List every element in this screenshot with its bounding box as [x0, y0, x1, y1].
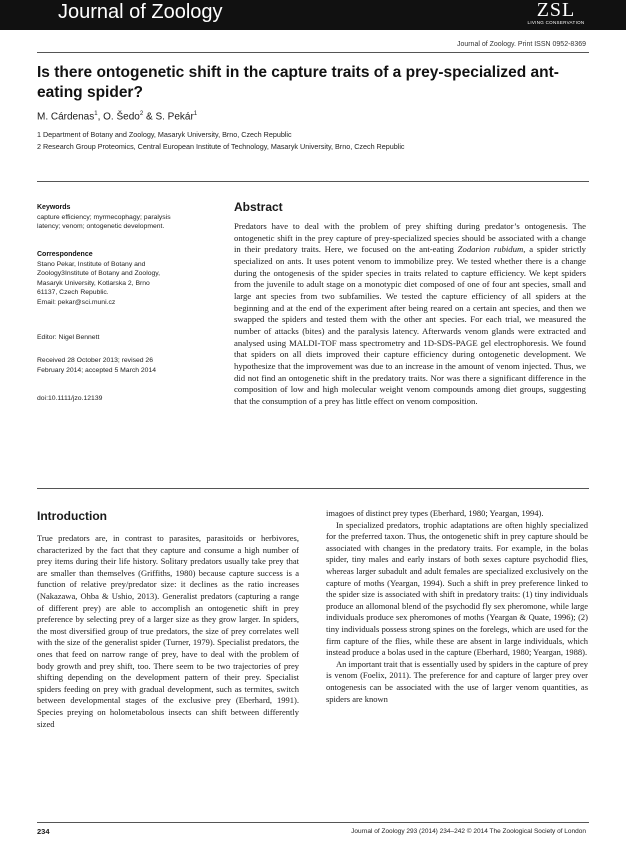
keywords-line: capture efficiency; myrmecophagy; paralysis — [37, 213, 171, 221]
section-rule — [37, 181, 589, 182]
correspondence-line: Stano Pekar, Institute of Botany and — [37, 260, 146, 268]
section-rule — [37, 488, 589, 489]
footer-citation: Journal of Zoology 293 (2014) 234–242 © 2014 The Zoological Society of London — [351, 828, 586, 835]
article-title: Is there ontogenetic shift in the capture traits of a prey-specialized ant-eating spider? — [37, 64, 559, 101]
editor-line: Editor: Nigel Bennett — [37, 334, 100, 341]
author-affil-mark: 1 — [193, 111, 198, 117]
received-line: Received 28 October 2013; revised 26 — [37, 357, 153, 364]
intro-right-column — [326, 508, 588, 705]
footer-rule — [37, 822, 589, 823]
keywords-line: latency; venom; ontogenetic development. — [37, 223, 165, 231]
zsl-logo-subtext: LIVING CONSERVATION — [527, 20, 585, 25]
author-separator: , — [97, 111, 104, 123]
zsl-logo — [526, 0, 586, 30]
intro-left-column — [37, 533, 299, 730]
species-name: Zodarion rubidum — [457, 244, 524, 255]
correspondence-line: Masaryk University, Kotlarska 2, Brno — [37, 279, 150, 287]
introduction-heading: Introduction — [37, 509, 107, 523]
keywords-heading: Keywords — [37, 204, 71, 211]
affiliation-2: 2 Research Group Proteomics, Central European Institute of Technology, Masaryk University, Brno, Czech Republic — [37, 142, 405, 151]
correspondence-heading: Correspondence — [37, 251, 93, 258]
abstract-text-part: Predators have to deal with the problem of prey shifting during predator’s ontogenesis. The ontogenetic shift in the prey capture of prey-specialized species should be associated with a change in their predatory traits. Here, we focused on the ant-eating — [234, 221, 586, 255]
abstract-heading: Abstract — [234, 200, 283, 214]
abstract-text — [234, 221, 586, 408]
author-list — [37, 111, 197, 122]
author-name: M. Cárdenas — [37, 111, 95, 123]
page-number: 234 — [37, 827, 50, 836]
zsl-logo-text: ZSL — [536, 0, 576, 21]
correspondence-line: 61137, Czech Republic. — [37, 289, 109, 297]
intro-paragraph: An important trait that is essentially used by spiders in the capture of prey is venom (Foelix, 2011). The preference for and capture of larger prey over ontogenesis can be associated with the use of larger venom quantities, as spiders are known — [326, 658, 588, 704]
correspondence-email: Email: pekar@sci.muni.cz — [37, 298, 116, 306]
journal-title: Journal of Zoology — [58, 1, 223, 23]
author-name: S. Pekár — [155, 111, 194, 123]
journal-banner — [0, 0, 626, 30]
intro-paragraph: imagoes of distinct prey types (Eberhard, 1980; Yeargan, 1994). — [326, 508, 544, 518]
issn-line: Journal of Zoology. Print ISSN 0952-8369 — [456, 41, 586, 48]
author-separator: & — [143, 111, 156, 123]
intro-paragraph: True predators are, in contrast to parasites, parasitoids or herbivores, characterized by the fact that they capture and consume a high number of prey items during their life history. Solitary predators usually take prey that are smaller than themselves (Griffiths, 1980) because capture success is a function of relative prey/predator size: it declines as the ratio increases (Nakazawa, Ohba & Ushio, 2013). Generalist predators (capturing a range of different prey) are able to accomplish an ontogenetic shift in prey preference by selecting prey of a larger size as they grow larger. In spiders, the most diversified group of true predators, the size of prey correlates well with the size of the generalist spider (Turner, 1979). Specialist predators, the ones that feed on narrow range of prey, have to deal with the problem of body growth and prey shift, too. There seem to be two trajectories of prey shifting depending on the development pattern of their prey. Specialist spiders feeding on prey with gradual development, such as termites, switch between developmental stages of the exclusive prey (Eberhard, 1991). Species preying on holometabolous insects can shift between differently sized — [37, 533, 299, 729]
received-line: February 2014; accepted 5 March 2014 — [37, 366, 157, 374]
header-rule — [37, 52, 589, 53]
author-name: O. Šedo — [103, 111, 140, 123]
correspondence-block — [37, 250, 197, 308]
doi-line: doi:10.1111/jzo.12139 — [37, 395, 103, 402]
author-affil-mark: 2 — [139, 111, 144, 117]
intro-paragraph: In specialized predators, trophic adaptations are often highly specialized for the preferred taxon. Thus, the ontogenetic shift in prey capture should be associated with changes in the predatory traits. For example, in the bolas spider, tiny males and early instars of both sexes capture psychodid flies, whereas larger subadult and adult females are specialized exclusively on the capture of moths (Yeargan, 1994). Such a shift in prey preference linked to the spider size is associated with shift in predatory traits: (1) tiny individuals produce an allomonal blend of the psychodid fly sex pheromone, while large individuals produce sex pheromones of moths (Yeargan & Quate, 1996); (2) tiny individuals possess strong spines on the forelegs, which are used for the firm capture of the flies, while these are absent in large individuals, which instead produce a bolas used in the capture (Eberhard, 1980; Yeargan, 1988). — [326, 519, 588, 658]
abstract-text-part: , a spider strictly specialized on ants. It uses potent venom to immobilize prey. We tested whether there is a change during the ontogenesis of the spider species in traits related to capture efficiency. We kept spiders from the juvenile to adult stage on a monotypic diet composed of one of four ant species, small and large ant species from two subfamilies. We tested the capture efficiency of all spiders at the beginning and at the end of the experiment after being reared on a certain ant species, and then we swapped the spiders and tested them with the other ant species. For each trial, we measured the number of attacks (bites) and the paralysis latency. Afterwards venom glands were extracted and analysed using MALDI-TOF mass spectrometry and 1D-SDS-PAGE gel electrophoresis. We found that spiders on all diets improved their capture efficiency during ontogenetic development. We hypothesize that the improvement was due to an increase in the amount of venom injected. Thus, we did not find an ontogenetic shift in the predatory traits. Nor was there a significant difference in the composition of low and high molecular weight venom compounds among diet groups, suggesting that the consumption of a prey has little effect on venom composition. — [234, 244, 586, 406]
received-block — [37, 356, 197, 375]
affiliation-1: 1 Department of Botany and Zoology, Masaryk University, Brno, Czech Republic — [37, 130, 292, 139]
correspondence-line: Zoology3Institute of Botany and Zoology, — [37, 270, 161, 278]
keywords-block — [37, 203, 197, 232]
author-affil-mark: 1 — [94, 111, 98, 117]
